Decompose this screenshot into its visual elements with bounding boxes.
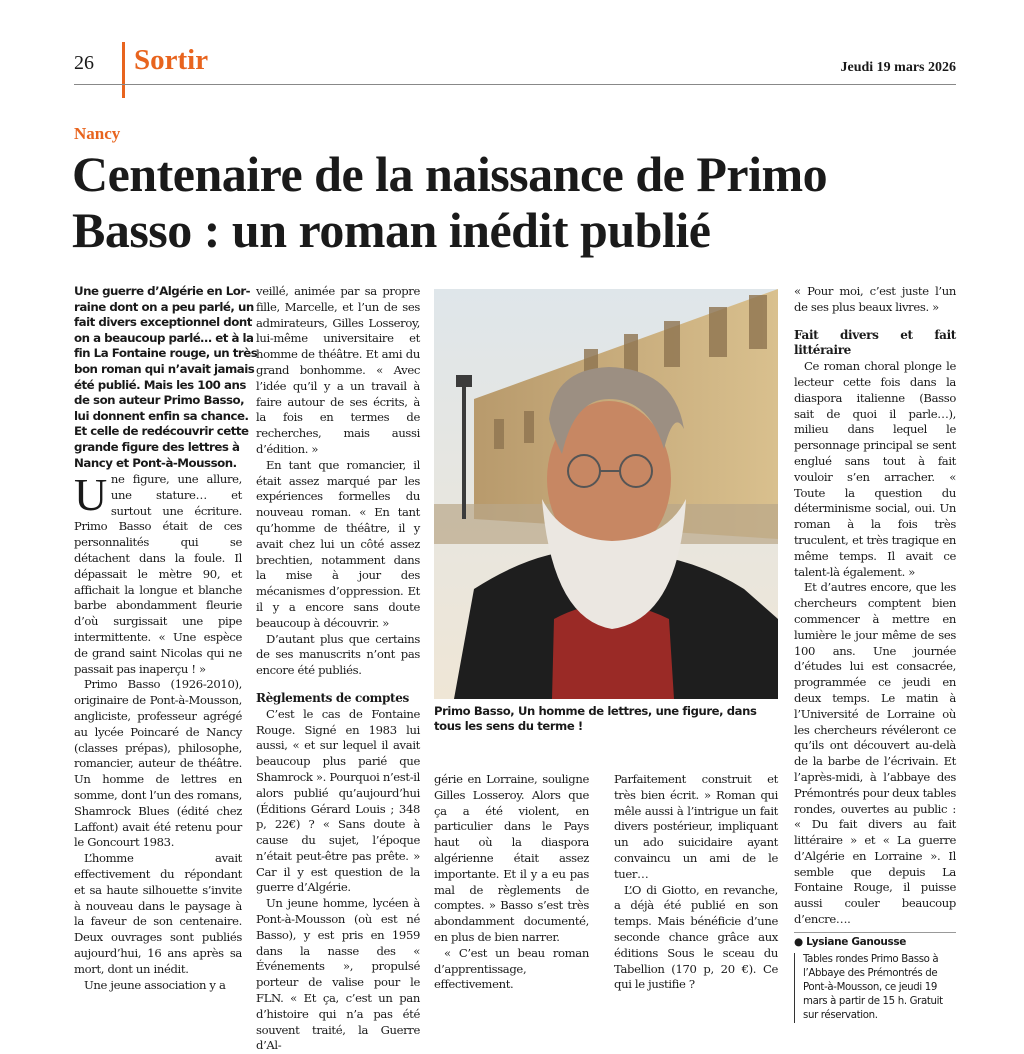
column-3 <box>434 772 589 993</box>
lede-line: grande figure des lettres à <box>74 439 240 454</box>
body-paragraph: « Pour moi, c’est juste l’un de ses plus beaux livres. » <box>794 284 956 314</box>
lede-line: raine dont on a peu parlé, un <box>74 299 254 314</box>
body-paragraph: Une jeune association y a <box>84 977 226 992</box>
paragraph-text: ne figure, une allure, une stature… et surtout une écriture. Primo Basso était de ces personnalités qui se détachent dans la foule. Il dépassait le mètre 90, et affichait la longue et blanche barbe abondamment fleurie d’où surgissait une pipe intermittente. « Une espèce de grand saint Nicolas qui ne passait pas inaperçu ! » <box>74 472 242 676</box>
body-paragraph: Ce roman choral plonge le lecteur cette fois dans la diaspora italienne (Basso sait de quoi il parle…), milieu dans lequel le personnage principal se sent englué sans tout à fait vouloir s’en arracher. « Toute la question du déterminisme social, oui. Un roman à la fois très truculent, et très tragique en même temps. Il avait ce talent-là également. » <box>794 359 956 579</box>
subheading: Fait divers et fait littéraire <box>794 327 956 358</box>
page-header <box>74 40 956 90</box>
body-paragraph: gérie en Lorraine, souligne Gilles Losseroy. Alors que ça a été violent, en particulier dans le Pays haut où la diaspora algérienne était assez importante. Et il y a eu pas mal de règlements de comptes. » Basso s’est très abondamment documenté, en plus de bien narrer. <box>434 772 589 944</box>
photo-caption: Primo Basso, Un homme de lettres, une figure, dans tous les sens du terme ! <box>434 704 757 733</box>
body-paragraph <box>74 469 242 677</box>
column-5 <box>794 284 956 1023</box>
lede-line: on a beaucoup parlé… et à la <box>74 330 254 345</box>
lede-line: fait divers exceptionnel dont <box>74 315 252 330</box>
issue-date: Jeudi 19 mars 2026 <box>840 60 956 75</box>
body-paragraph: L’O di Giotto, en revanche, a déjà été publié en son temps. Mais bénéficie d’une seconde chance grâce aux éditions Sous le sceau du Tabellion (170 p, 20 €). Ce qui le justifie ? <box>614 882 778 992</box>
column-1 <box>74 469 242 993</box>
lede-line: été publié. Mais les 100 ans <box>74 377 246 392</box>
body-paragraph: C’est le cas de Fontaine Rouge. Signé en 1983 lui aussi, « et sur lequel il avait beaucoup plus parié que Shamrock ». Pourquoi n’est-il alors publié qu’aujourd’hui (Éditions Gérard Louis ; 348 p, 22€) ? « Sans doute à cause du sujet, l’époque n’était peut-être pas prête. » Car il y est question de la guerre d’Algérie. <box>256 706 420 895</box>
header-divider <box>122 42 125 98</box>
section-title: Sortir <box>134 44 209 76</box>
portrait-illustration <box>434 289 778 699</box>
header-rule <box>74 84 956 85</box>
body-paragraph: Et d’autres encore, que les chercheurs comptent bien commencer à mettre en lumière le jour même de ses 100 ans. Une journée d’études lui est consacrée, programmée ce jeudi en deux temps. Le matin à l’Université de Lorraine où les chercheurs révéleront ce qu’ils ont découvert au-delà de la barbe de l’écrivain. Et l’après-midi, à l’abbaye des Prémontrés pour deux tables rondes, ouvertes au public : « Du fait divers au fait littéraire » et « La guerre d’Algérie en Lorraine ». Il semble que depuis La Fontaine Rouge, il puisse aussi couler beaucoup d’encre…. <box>794 580 956 927</box>
author-byline: ● Lysiane Ganousse <box>794 932 956 951</box>
body-paragraph: En tant que romancier, il était assez marqué par les expériences formelles du nouveau roman. « En tant qu’homme de théâtre, il y avait chez lui un côté assez brechtien, notamment dans la mise à jour des mécanismes d’oppression. Et il y a encore sans doute beaucoup à découvrir. » <box>256 457 420 630</box>
lede-line: fin La Fontaine rouge, un très <box>74 346 258 361</box>
column-4 <box>614 772 778 993</box>
lede-line: Nancy et Pont-à-Mousson. <box>74 455 237 470</box>
body-paragraph: Parfaitement construit et très bien écrit. » Roman qui mêle aussi à l’intrigue un fait divers postérieur, impliquant un ado suicidaire ayant convaincu un ami de le tuer… <box>614 772 778 881</box>
lede-line: de son auteur Primo Basso, <box>74 393 245 408</box>
page-number: 26 <box>74 52 94 74</box>
column-2 <box>256 284 420 1054</box>
drop-cap: U <box>74 469 107 520</box>
body-paragraph: « C’est un beau roman d’apprentissage, effectivement. <box>434 945 589 992</box>
body-paragraph: L’homme avait effectivement du répondant et sa haute silhouette s’invite à nouveau dans le paysage à la faveur de son centenaire. Deux ouvrages sont publiés aujourd’hui, 16 ans après sa mort, dont un inédit. <box>74 851 242 976</box>
lede-line: Une guerre d’Algérie en Lor- <box>74 284 251 298</box>
article-lede <box>74 284 258 471</box>
body-paragraph: Un jeune homme, lycéen à Pont-à-Mousson (où est né Basso), y est pris en 1959 dans la nasse des « Événements », propulsé porteur de valise pour le FLN. « Et ça, c’est un pan d’histoire qui n’a pas été souvent traité, la Guerre d’Al- <box>256 896 420 1053</box>
article-headline: Centenaire de la naissance de Primo Basso : un roman inédit publié <box>72 146 828 258</box>
body-paragraph: D’autant plus que certains de ses manuscrits n’ont pas encore été publiés. <box>256 631 420 678</box>
body-paragraph: veillé, animée par sa propre fille, Marcelle, et l’un de ses admirateurs, Gilles Losseroy, lui-même universitaire et homme de théâtre. Et ami du grand bonhomme. « Avec l’idée qu’il y a un travail à faire autour de ses écrits, à la fois en termes de recherches, mais aussi d’édition. » <box>256 284 420 456</box>
portrait-photo <box>434 289 778 699</box>
lede-line: bon roman qui n’avait jamais <box>74 361 255 376</box>
body-paragraph: Primo Basso (1926-2010), originaire de Pont-à-Mousson, angliciste, professeur agrégé au lycée Poincaré de Nancy (classes prépas), philosophe, romancier, auteur de théâtre. Un homme de lettres en somme, dont l’un des romans, Shamrock Blues (édité chez Laffont) avait été retenu pour le Goncourt 1983. <box>74 677 242 850</box>
event-info-box: Tables rondes Primo Basso à l’Abbaye des Prémontrés de Pont-à-Mousson, ce jeudi 19 mars à partir de 15 h. Gratuit sur réservation. <box>794 953 956 1023</box>
subheading: Règlements de comptes <box>256 690 409 705</box>
lede-line: Et celle de redécouvrir cette <box>74 424 249 439</box>
lede-line: lui donnent enfin sa chance. <box>74 408 249 423</box>
article-kicker: Nancy <box>74 124 121 143</box>
